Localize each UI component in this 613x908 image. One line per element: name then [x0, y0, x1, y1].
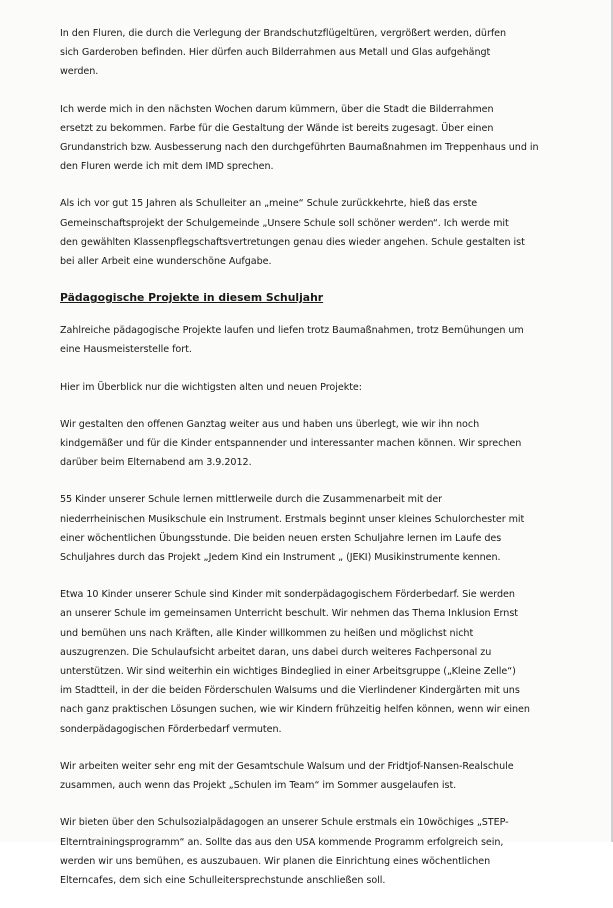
text-line: niederrheinischen Musikschule ein Instrument. Erstmals beginnt unser kleines Schulorchester mit [60, 513, 525, 525]
text-line: sich Garderoben befinden. Hier dürfen auch Bilderrahmen aus Metall und Glas aufgehängt [60, 47, 491, 59]
text-line: Elterntrainingsprogramm“ an. Sollte das aus den USA kommende Programm erfolgreich sein, [60, 836, 504, 848]
paragraph-ganztag [60, 415, 560, 473]
paragraph-projekte-intro [60, 321, 560, 359]
text-line: Als ich vor gut 15 Jahren als Schulleiter an „meine“ Schule zurückkehrte, hieß das erste [60, 198, 478, 210]
text-line: werden wir uns bemühen, es auszubauen. Wir planen die Einrichtung eines wöchentlichen [60, 855, 491, 867]
text-line: eine Hausmeisterstelle fort. [60, 344, 192, 356]
text-line: sonderpädagogischen Förderbedarf vermuten. [60, 723, 282, 735]
paragraph-garderoben [60, 24, 560, 82]
paragraph-ueberblick [60, 378, 560, 397]
text-line: auszugrenzen. Die Schulaufsicht arbeitet daran, uns dabei durch weiteres Fachpersonal zu [60, 646, 492, 658]
text-line: Gemeinschaftsprojekt der Schulgemeinde „Unsere Schule soll schöner werden“. Ich werde mit [60, 217, 509, 229]
section-heading: Pädagogische Projekte in diesem Schuljahr [60, 291, 324, 305]
text-line: Wir bieten über den Schulsozialpädagogen an unserer Schule erstmals ein 10wöchiges „STEP- [60, 817, 509, 829]
text-line: Ich werde mich in den nächsten Wochen darum kümmern, über die Stadt die Bilderrahmen [60, 103, 494, 115]
document-body [60, 24, 560, 908]
text-line: 55 Kinder unserer Schule lernen mittlerweile durch die Zusammenarbeit mit der [60, 494, 443, 506]
text-line: einer wöchentlichen Übungsstunde. Die beiden neuen ersten Schuljahre lernen im Laufe des [60, 532, 502, 544]
text-line: Hier im Überblick nur die wichtigsten alten und neuen Projekte: [60, 381, 362, 393]
text-line: darüber beim Elternabend am 3.9.2012. [60, 457, 252, 469]
text-line: unterstützen. Wir sind weiterhin ein wichtiges Bindeglied in einer Arbeitsgruppe („Kleine Zelle“) [60, 666, 516, 678]
text-line: Elterncafes, dem sich eine Schulleitersprechstunde anschließen soll. [60, 874, 386, 886]
paragraph-musikschule [60, 490, 560, 567]
text-line: werden. [60, 66, 99, 78]
text-line: den Fluren werde ich mit dem IMD sprechen. [60, 161, 274, 173]
text-line: kindgemäßer und für die Kinder entspannender und interessanter machen können. Wir sprechen [60, 438, 522, 450]
paragraph-gesamtschule [60, 757, 560, 795]
paragraph-inklusion [60, 585, 560, 739]
text-line: zusammen, auch wenn das Projekt „Schulen im Team“ im Sommer ausgelaufen ist. [60, 780, 457, 792]
text-line: Schuljahres durch das Projekt „Jedem Kind ein Instrument „ (JEKI) Musikinstrumente kennen. [60, 552, 501, 564]
text-line: bei aller Arbeit eine wunderschöne Aufgabe. [60, 256, 272, 268]
text-line: Etwa 10 Kinder unserer Schule sind Kinder mit sonderpädagogischem Förderbedarf. Sie werden [60, 589, 515, 601]
paragraph-bilderrahmen [60, 100, 560, 177]
text-line: den gewählten Klassenpflegschaftsvertretungen genau dies wieder angehen. Schule gestalten ist [60, 236, 525, 248]
paragraph-schulleiter [60, 194, 560, 271]
paragraph-step-programm [60, 813, 560, 890]
text-line: ersetzt zu bekommen. Farbe für die Gestaltung der Wände ist bereits zugesagt. Über einen [60, 122, 494, 134]
text-line: Zahlreiche pädagogische Projekte laufen und liefen trotz Baumaßnahmen, trotz Bemühungen um [60, 325, 524, 337]
text-line: an unserer Schule im gemeinsamen Unterricht beschult. Wir nehmen das Thema Inklusion Ernst [60, 608, 518, 620]
text-line: nach ganz praktischen Lösungen suchen, wie wir Kindern frühzeitig helfen können, wenn wir einen [60, 704, 530, 716]
text-line: Grundanstrich bzw. Ausbesserung nach den durchgeführten Baumaßnahmen im Treppenhaus und in [60, 142, 539, 154]
text-line: Wir gestalten den offenen Ganztag weiter aus und haben uns überlegt, wie wir ihn noch [60, 418, 480, 430]
text-line: In den Fluren, die durch die Verlegung der Brandschutzflügeltüren, vergrößert werden, dürfen [60, 28, 507, 39]
text-line: und bemühen uns nach Kräften, alle Kinder willkommen zu heißen und möglichst nicht [60, 627, 474, 639]
text-line: Wir arbeiten weiter sehr eng mit der Gesamtschule Walsum und der Fridtjof-Nansen-Realschule [60, 760, 514, 772]
text-line: im Stadtteil, in der die beiden Förderschulen Walsums und die Vierlindener Kindergärten mit uns [60, 685, 520, 697]
